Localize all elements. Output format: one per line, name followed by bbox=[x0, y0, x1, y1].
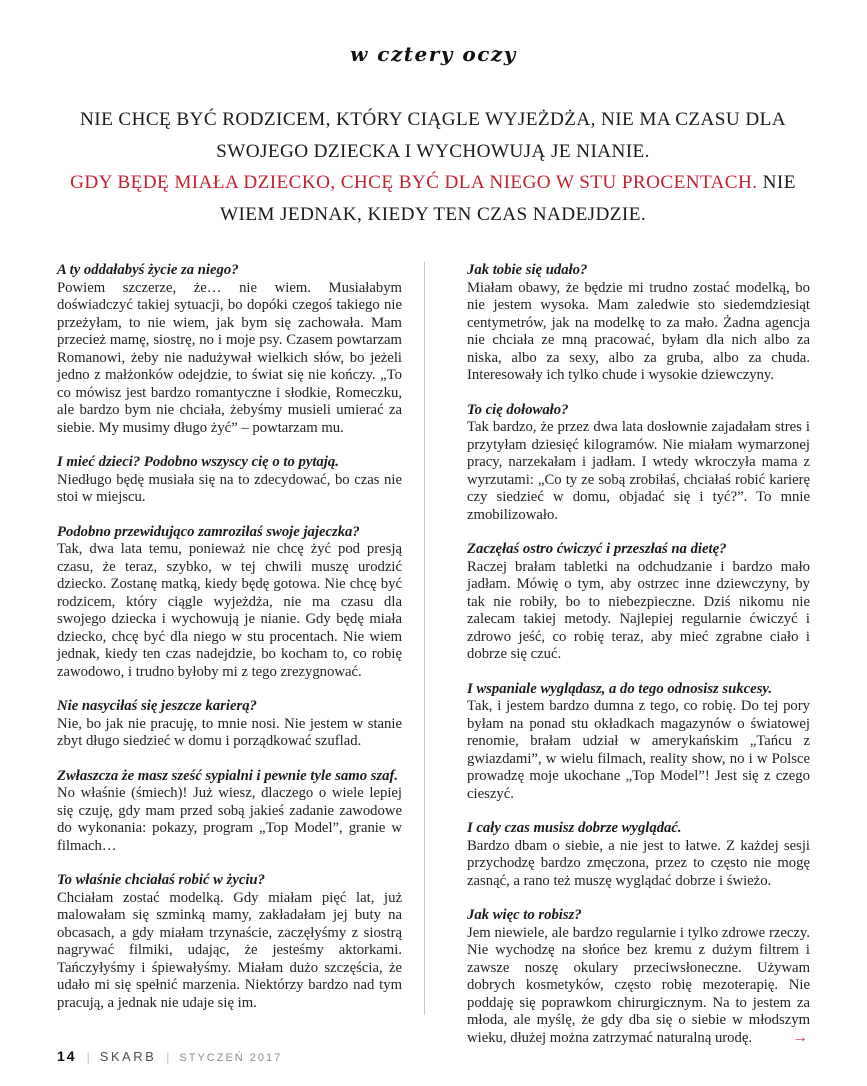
page-number: 14 bbox=[57, 1048, 77, 1064]
magazine-name: SKARB bbox=[99, 1049, 157, 1064]
qa-section bbox=[57, 698, 402, 751]
pull-quote-black-2: NIE WIEM JEDNAK, KIEDY TEN CZAS NADEJDZIE. bbox=[219, 172, 796, 225]
answer: Jem niewiele, ale bardzo regularnie i tylko zdrowe rzeczy. Nie wychodzę na słońce bez kremu z dużym filtrem i zawsze noszę okulary przeciwsłoneczne. Używam dobrych kosmetyków, często robię mezoterapię. Nie poddaję się poprawkom chirurgicznym. Na to jestem za młoda, ale myślę, że gdy dba się o siebie w młodszym wieku, dłużej można zatrzymać naturalną urodę. bbox=[467, 924, 810, 1046]
column-divider bbox=[424, 262, 425, 1015]
answer: Tak bardzo, że przez dwa lata dosłownie zajadałam stres i przytyłam dziesięć kilogramów. Nie miałam wymarzonej pracy, narzekałam i jadłam. I wtedy wkroczyła mama z wyrzutami: „Co ty ze sobą zrobiłaś, chciałaś robić karierę czy siedzieć w domu, objadać się i tyć?”. To mnie zmobilizowało. bbox=[467, 419, 810, 523]
section-kicker: w cztery oczy bbox=[350, 42, 517, 66]
question: Podobno przewidująco zamroziłaś swoje jajeczka? bbox=[57, 523, 360, 540]
column-right bbox=[467, 262, 810, 1047]
question: Zwłaszcza że masz sześć sypialni i pewnie tyle samo szaf. bbox=[57, 767, 399, 784]
answer: Raczej brałam tabletki na odchudzanie i bardzo mało jadłam. Mówię o tym, aby ostrzec inne dziewczyny, by tak nie robiły, bo to niebezpieczne. Dziś nikomu nie zalecam takiej metody. Najlepiej regularnie ćwiczyć i zdrowo jeść, co robię teraz, aby mieć zgrabne ciało i dobrze się czuć. bbox=[467, 558, 810, 662]
question: Zaczęłaś ostro ćwiczyć i przeszłaś na dietę? bbox=[467, 541, 727, 557]
answer: No właśnie (śmiech)! Już wiesz, dlaczego o wiele lepiej się czuję, gdy mam przed sobą jakieś zadanie zawodowe do wykonania: pokazy, program „Top Model”, granie w filmach… bbox=[57, 785, 402, 854]
continuation-arrow-icon: → bbox=[792, 1029, 808, 1046]
question: Nie nasyciłaś się jeszcze karierą? bbox=[57, 698, 257, 714]
issue-date: STYCZEŃ 2017 bbox=[179, 1052, 283, 1064]
qa-section bbox=[57, 262, 402, 437]
question: I wspaniale wyglądasz, a do tego odnosisz sukcesy. bbox=[467, 680, 773, 697]
answer: Nie, bo jak nie pracuję, to mnie nosi. Nie jestem w stanie zbyt długo siedzieć w domu i porządkować szuflad. bbox=[57, 715, 402, 749]
qa-section bbox=[467, 402, 810, 525]
question: Jak więc to robisz? bbox=[467, 907, 582, 923]
qa-section bbox=[467, 541, 810, 664]
qa-section bbox=[467, 262, 810, 385]
qa-section bbox=[57, 454, 402, 507]
question: I cały czas musisz dobrze wyglądać. bbox=[467, 820, 682, 836]
answer: Chciałam zostać modelką. Gdy miałam pięć lat, już malowałam się szminką mamy, zakładałam jej buty na obcasach, a gdy miałam trzynaście, zaczęłyśmy z siostrą nagrywać filmiki, udając, że jesteśmy aktorkami. Tańczyłyśmy i śpiewałyśmy. Miałam dużo szczęścia, że udało mi się spełnić marzenia. Niektórzy bardzo nad tym pracują, a jednak nie udaje się im. bbox=[57, 889, 402, 1011]
question: A ty oddałabyś życie za niego? bbox=[57, 262, 239, 278]
footer-separator: | bbox=[86, 1050, 90, 1064]
qa-section bbox=[57, 872, 402, 1012]
column-left bbox=[57, 262, 402, 1012]
answer: Niedługo będę musiała się na to zdecydować, bo czas nie stoi w miejscu. bbox=[57, 471, 402, 505]
answer: Bardzo dbam o siebie, a nie jest to łatwe. Z każdej sesji przychodzę bardzo zmęczona, przez to często nie mogę zasnąć, a rano też muszę wyglądać dobrze i świeżo. bbox=[467, 837, 810, 889]
page-footer bbox=[57, 1048, 282, 1064]
question: I mieć dzieci? Podobno wszyscy cię o to pytają. bbox=[57, 454, 339, 470]
pull-quote-red: GDY BĘDĘ MIAŁA DZIECKO, CHCĘ BYĆ DLA NIEGO W STU PROCENTACH. bbox=[70, 172, 758, 193]
pull-quote-black-1: NIE CHCĘ BYĆ RODZICEM, KTÓRY CIĄGLE WYJEŻDŻA, NIE MA CZASU DLA SWOJEGO DZIECKA I WYCHOWUJĄ JE NIANIE. bbox=[80, 109, 786, 162]
qa-section bbox=[467, 681, 810, 804]
qa-section bbox=[467, 820, 810, 890]
question: To właśnie chciałaś robić w życiu? bbox=[57, 872, 265, 888]
answer: Miałam obawy, że będzie mi trudno zostać modelką, bo nie jestem wysoka. Mam zaledwie sto siedemdziesiąt centymetrów, jak na modelkę to za mało. Żadna agencja nie chciała ze mną pracować, byłam dla nich albo za niska, albo za sexy, albo za gruba, albo za chuda. Interesowały ich tylko chude i wysokie dziewczyny. bbox=[467, 279, 810, 383]
answer: Tak, dwa lata temu, ponieważ nie chcę żyć pod presją czasu, że teraz, szybko, w tej chwili muszę urodzić dziecko. Zostanę matką, kiedy będę gotowa. Nie chcę być rodzicem, który ciągle wyjeżdża, nie ma czasu dla swojego dziecka i wychowują je nianie. Gdy będę miała dziecko, chcę być dla niego w stu procentach. Nie wiem jednak, kiedy ten czas nadejdzie, bo kocham to, co robię zawodowo, i trudno byłoby mi z tego zrezygnować. bbox=[57, 541, 402, 680]
question: Jak tobie się udało? bbox=[467, 262, 588, 278]
qa-section bbox=[467, 907, 810, 1047]
qa-section bbox=[57, 524, 402, 682]
pull-quote bbox=[63, 104, 803, 230]
qa-section bbox=[57, 768, 402, 856]
footer-separator: | bbox=[166, 1050, 170, 1064]
answer: Powiem szczerze, że… nie wiem. Musiałabym doświadczyć takiej sytuacji, bo dopóki czegoś takiego nie przeżyłam, to nie wiem, jak bym się zachowała. Mam przecież mamę, siostrę, no i moje psy. Czasem powtarzam Romanowi, żeby nie nadużywał wielkich słów, bo jeżeli jedno z małżonków odejdzie, to świat się nie kończy. „To co mówisz jest bardzo romantyczne i słodkie, Romeczku, ale bardzo bym nie chciała, żebyśmy musieli umierać za siebie. My musimy długo żyć” – powtarzam mu. bbox=[57, 279, 402, 436]
question: To cię dołowało? bbox=[467, 401, 569, 418]
answer: Tak, i jestem bardzo dumna z tego, co robię. Do tej pory byłam na ponad stu okładkach magazynów o światowej renomie, brałam udział w amerykańskim „Tańcu z gwiazdami”, w wielu filmach, reality show, no i w Polsce prowadzę moje ukochane „Top Model”! Jest się z czego cieszyć. bbox=[467, 698, 810, 802]
